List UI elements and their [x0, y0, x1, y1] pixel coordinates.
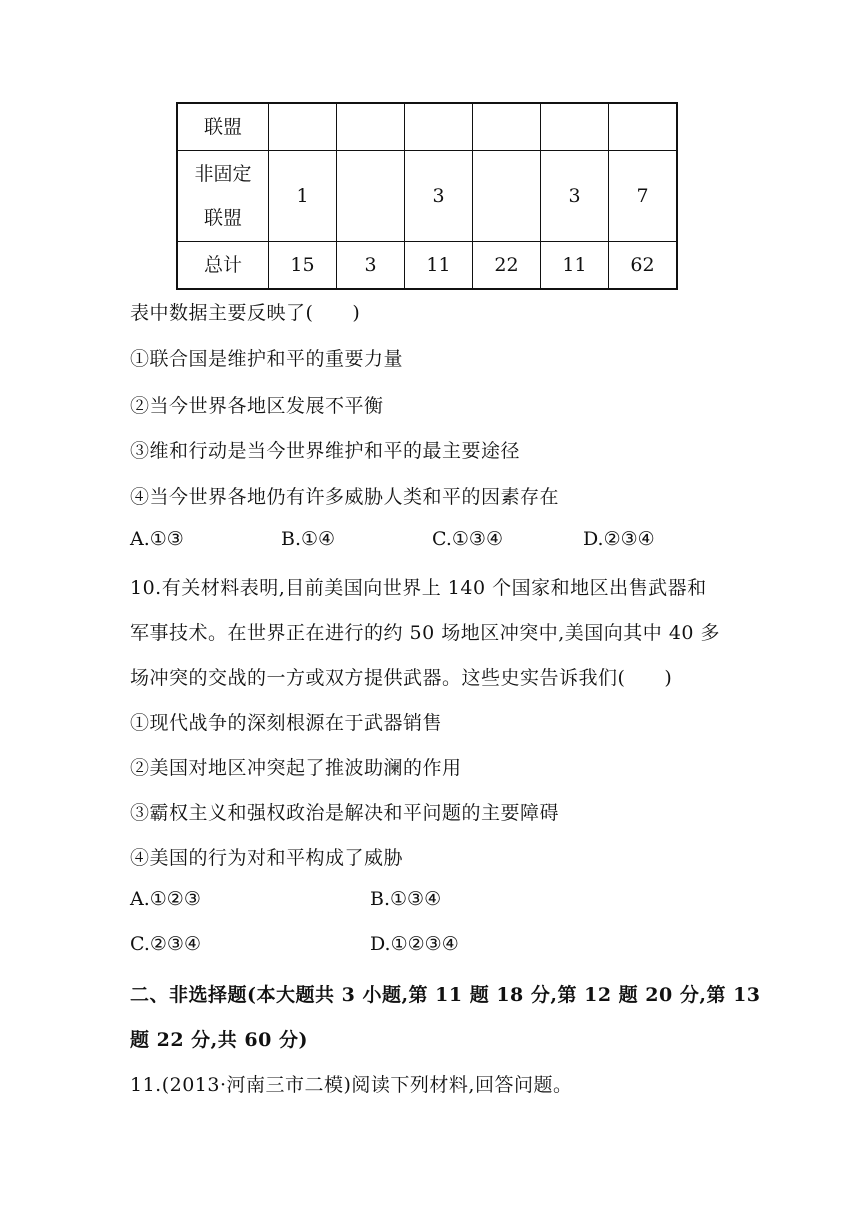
table-cell: 22	[473, 242, 541, 290]
table-cell	[541, 103, 609, 151]
section-heading: 二、非选择题(本大题共 3 小题,第 11 题 18 分,第 12 题 20 分,第 13	[130, 984, 761, 1006]
table-cell: 1	[269, 151, 337, 242]
table-cell	[473, 103, 541, 151]
table-cell: 62	[609, 242, 678, 290]
table-cell: 11	[541, 242, 609, 290]
row-header: 联盟	[177, 103, 269, 151]
table-cell: 15	[269, 242, 337, 290]
q10-item: ②美国对地区冲突起了推波助澜的作用	[130, 757, 462, 779]
q10-stem-line: 10.有关材料表明,目前美国向世界上 140 个国家和地区出售武器和	[130, 577, 707, 599]
table-cell: 7	[609, 151, 678, 242]
row-header	[177, 151, 269, 242]
q9-item: ②当今世界各地区发展不平衡	[130, 395, 384, 417]
table-cell	[269, 103, 337, 151]
table-cell	[405, 103, 473, 151]
q10-option-a: A.①②③	[130, 888, 201, 910]
table-cell	[337, 151, 405, 242]
section-heading: 题 22 分,共 60 分)	[130, 1029, 308, 1051]
row-header: 总计	[177, 242, 269, 290]
table-row	[177, 103, 677, 151]
q9-item: ①联合国是维护和平的重要力量	[130, 348, 404, 370]
table-cell: 11	[405, 242, 473, 290]
q10-item: ①现代战争的深刻根源在于武器销售	[130, 712, 443, 734]
table-cell	[473, 151, 541, 242]
q9-option-c: C.①③④	[432, 528, 503, 550]
table-row	[177, 151, 677, 242]
table-cell: 3	[337, 242, 405, 290]
q9-item: ③维和行动是当今世界维护和平的最主要途径	[130, 440, 521, 462]
q9-item: ④当今世界各地仍有许多威胁人类和平的因素存在	[130, 486, 560, 508]
data-table	[176, 102, 678, 290]
q9-option-a: A.①③	[130, 528, 184, 550]
table-row	[177, 242, 677, 290]
q10-stem-line: 场冲突的交战的一方或双方提供武器。这些史实告诉我们( )	[130, 667, 673, 689]
table-cell	[609, 103, 678, 151]
row-header-line: 非固定	[194, 163, 252, 185]
q9-option-d: D.②③④	[583, 528, 655, 550]
q9-stem: 表中数据主要反映了( )	[130, 302, 361, 324]
table-cell: 3	[541, 151, 609, 242]
q10-item: ③霸权主义和强权政治是解决和平问题的主要障碍	[130, 802, 560, 824]
q10-stem-line: 军事技术。在世界正在进行的约 50 场地区冲突中,美国向其中 40 多	[130, 622, 721, 644]
q10-item: ④美国的行为对和平构成了威胁	[130, 847, 404, 869]
table-cell	[337, 103, 405, 151]
row-header-line: 联盟	[203, 207, 242, 229]
q10-option-c: C.②③④	[130, 933, 201, 955]
q10-option-d: D.①②③④	[370, 933, 459, 955]
q11-stem: 11.(2013·河南三市二模)阅读下列材料,回答问题。	[130, 1074, 573, 1096]
q9-option-b: B.①④	[281, 528, 336, 550]
table-cell: 3	[405, 151, 473, 242]
q10-option-b: B.①③④	[370, 888, 442, 910]
